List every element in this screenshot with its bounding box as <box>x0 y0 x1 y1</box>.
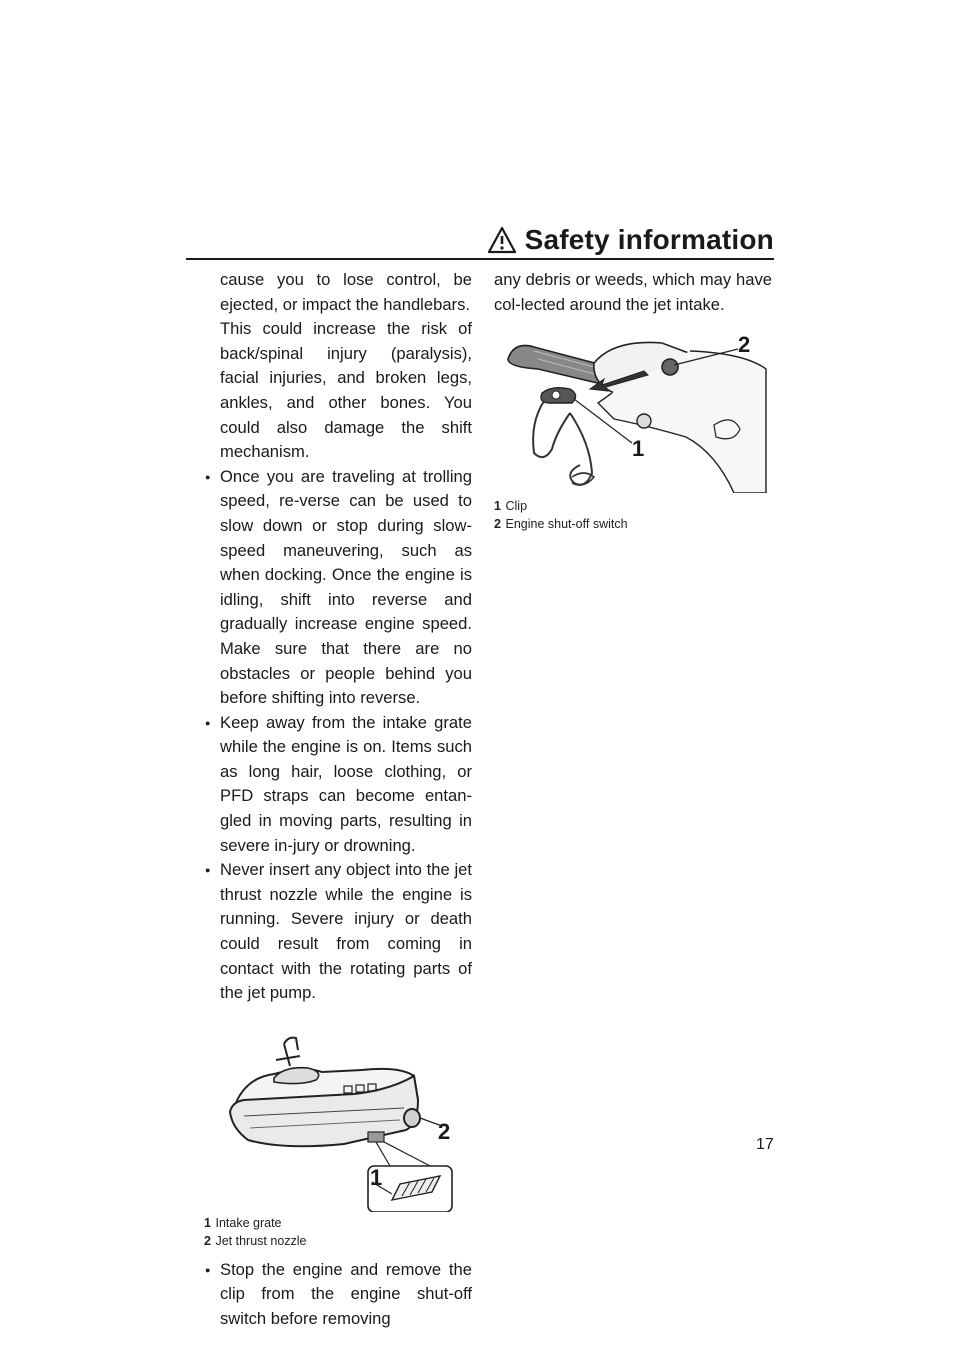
handlebar-figure <box>494 333 772 493</box>
caption-item: 2 Jet thrust nozzle <box>204 1233 307 1248</box>
caption-item: 1 Intake grate <box>204 1215 282 1230</box>
page-number: 17 <box>756 1136 774 1153</box>
right-column <box>494 268 772 533</box>
handlebar-illustration <box>494 333 772 493</box>
continued-text-right: any debris or weeds, which may have col-lected around the jet intake. <box>494 270 772 314</box>
warning-consequence-text: This could increase the risk of back/spinal injury (paralysis), facial injuries, and broken legs, ankles, and other bones. You could also damage the shift mechanism. <box>220 319 472 462</box>
bullet-intake-grate: ● Keep away from the intake grate while the engine is on. Items such as long hair, loose clothing, or PFD straps can become entan-gled in moving parts, resulting in severe in-jury or drowning. <box>204 711 472 859</box>
warning-triangle-icon <box>487 226 517 254</box>
bullet-stop-engine: ● Stop the engine and remove the clip from the engine shut-off switch before removing <box>204 1258 472 1332</box>
watercraft-illustration <box>204 1016 472 1212</box>
figure-caption-list <box>494 497 772 533</box>
continued-text: cause you to lose control, be ejected, or impact the handlebars. <box>220 270 472 314</box>
figure-callout-2: 2 <box>438 1118 451 1144</box>
left-column <box>204 268 472 1332</box>
bullet-jet-nozzle: ● Never insert any object into the jet thrust nozzle while the engine is running. Severe injury or death could result from coming in contact with the rotating parts of the jet pump. <box>204 858 472 1006</box>
caption-item: 2 Engine shut-off switch <box>494 517 628 532</box>
watercraft-figure <box>204 1016 472 1212</box>
figure-callout-1: 1 <box>370 1164 383 1190</box>
caption-item: 1 Clip <box>494 499 528 514</box>
figure-callout-2: 2 <box>738 332 751 358</box>
figure-caption-list <box>204 1214 472 1250</box>
figure-callout-1: 1 <box>632 436 645 462</box>
bullet-reverse: ● Once you are traveling at trolling speed, re-verse can be used to slow down or stop during slow-speed maneuvering, such as when docking. Once the engine is idling, shift into reverse and gradually increase engine speed. Make sure that there are no obstacles or people behind you before shifting into reverse. <box>204 465 472 711</box>
page-header <box>186 222 774 260</box>
page-title: Safety information <box>524 224 774 255</box>
